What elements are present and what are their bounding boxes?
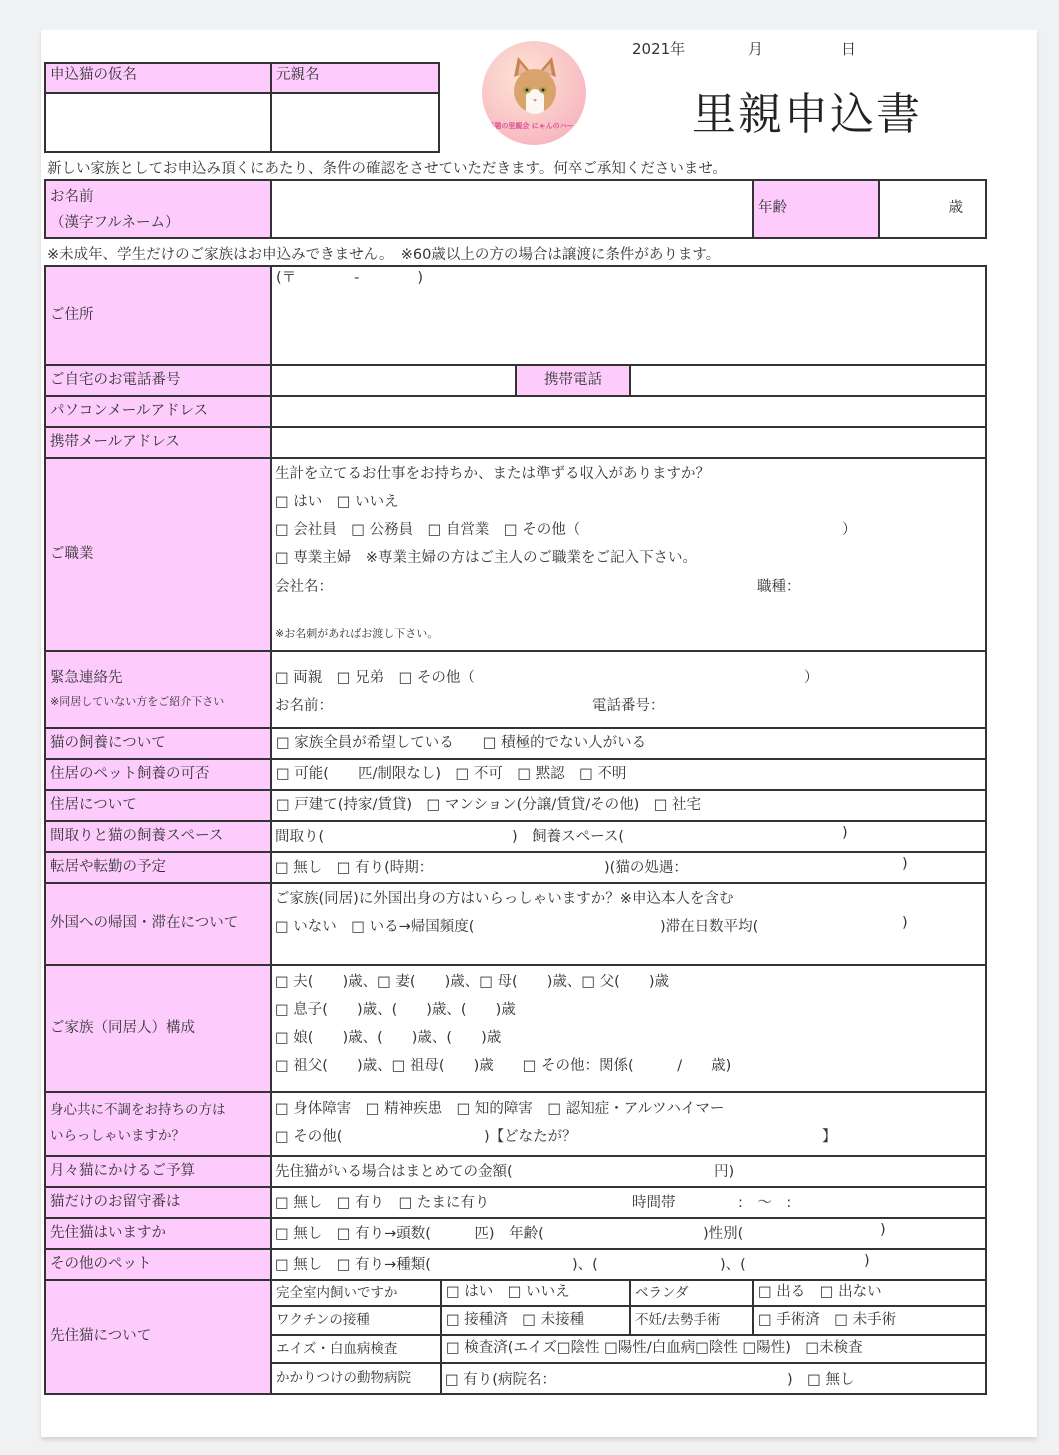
layout-field[interactable] [270,820,987,853]
alone-time-range[interactable]: : ～ : [738,1195,792,1211]
indoor-label: 完全室内飼いですか [270,1279,442,1307]
moving-cat-treatment-label: )(猫の処遇： [604,860,688,876]
alone-checkboxes[interactable]: □ 無し □ 有り □ たまに有り [275,1195,490,1211]
abroad-question: ご家族(同居)に外国出身の方はいらっしゃいますか？※申込本人を含む [275,891,734,907]
name-field[interactable] [270,179,754,239]
abroad-stay-days-label: )滞在日数平均( [660,919,759,935]
mobile-phone-label: 携帯電話 [515,364,631,397]
emergency-label [44,650,272,729]
neuter-checkboxes[interactable]: □ 手術済 □ 未手術 [752,1305,987,1336]
other-pets-sep-2: )、( [720,1257,746,1273]
emergency-phone-label: 電話番号： [592,698,665,714]
age-field[interactable]: 歳 [878,179,987,239]
name-label-line2: （漢字フルネーム） [50,215,180,231]
other-pets-label: その他のペット [44,1248,272,1281]
address-field[interactable] [270,265,987,366]
family-label: ご家族（同居人）構成 [44,964,272,1093]
family-line-4[interactable]: □ 祖父( )歳、□ 祖母( )歳 □ その他：関係( / 歳) [275,1058,732,1074]
cat-name-label: 申込猫の仮名 [44,62,272,94]
postal-code-field: (〒 - ) [276,270,424,286]
keeping-checkboxes[interactable]: □ 家族全員が希望している □ 積極的でない人がいる [270,727,987,760]
cat-face-logo-icon [482,41,586,145]
keeping-space-label: ) 飼養スペース( [512,829,625,845]
vet-yes-checkbox[interactable]: □ 有り(病院名： [445,1372,556,1388]
date-day: 日 [841,40,857,58]
keeping-space-close: ) [842,825,848,841]
date-month: 月 [748,40,764,58]
moving-label: 転居や転勤の予定 [44,851,272,884]
housewife-checkbox[interactable]: □ 専業主婦 ※専業主婦の方はご主人のご職業をご記入下さい。 [275,550,697,566]
health-other-checkbox[interactable]: □ その他( [275,1129,343,1145]
balcony-checkboxes[interactable]: □ 出る □ 出ない [752,1279,987,1307]
resident-cat-sex-label: )性別( [703,1226,744,1242]
moving-checkboxes[interactable]: □ 無し □ 有り(時期： [275,860,434,876]
vet-no-checkbox[interactable]: ) □ 無し [787,1372,855,1388]
balcony-label: ベランダ [629,1279,754,1307]
family-line-1[interactable]: □ 夫( )歳、□ 妻( )歳、□ 母( )歳、□ 父( )歳 [275,974,669,990]
health-label-line1: 身心共に不調をお持ちの方は [50,1102,226,1118]
business-card-note: ※お名刺があればお渡し下さい。 [275,627,439,640]
health-who-label: )【どなたが？ [484,1129,577,1145]
health-who-close: 】 [822,1129,837,1145]
layout-label: 間取りと猫の飼養スペース [44,820,272,853]
emergency-other-close: ） [804,670,819,686]
pc-mail-field[interactable] [270,395,987,428]
company-name-label: 会社名： [275,579,333,595]
budget-label: 月々猫にかけるご予算 [44,1155,272,1188]
note-minors: ※未成年、学生だけのご家族はお申込みできません。 ※60歳以上の方の場合は譲渡に条件があります。 [47,247,721,263]
occupation-label: ご職業 [44,457,272,652]
resident-cat-close: ) [880,1222,886,1238]
health-checkboxes[interactable]: □ 身体障害 □ 精神疾患 □ 知的障害 □ 認知症・アルツハイマー [275,1101,725,1117]
logo-text: 子猫の里親会 にゃんのハート [487,122,581,130]
foster-parent-label: 元親名 [270,62,440,94]
age-label: 年齢 [752,179,880,239]
other-pets-close: ) [864,1253,870,1269]
housing-checkboxes[interactable]: □ 戸建て(持家/賃貸) □ マンション(分譲/賃貸/その他) □ 社宅 [270,789,987,822]
page-title: 里親申込書 [692,89,922,140]
cat-head-icon [510,55,560,117]
occupation-yes-no-checkboxes[interactable]: □ はい □ いいえ [275,494,399,510]
neuter-label: 不妊/去勢手術 [629,1305,754,1336]
emergency-label-title: 緊急連絡先 [50,670,123,686]
budget-text: 先住猫がいる場合はまとめての金額( [275,1164,513,1180]
resident-cat-checkboxes[interactable]: □ 無し □ 有り→頭数( 匹) 年齢( [275,1226,544,1242]
emergency-field[interactable] [270,650,987,729]
health-label-line2: いらっしゃいますか？ [50,1128,185,1144]
housing-label: 住居について [44,789,272,822]
abroad-checkboxes[interactable]: □ いない □ いる→帰国頻度( [275,919,475,935]
foster-parent-field[interactable] [270,92,440,153]
home-phone-label: ご自宅のお電話番号 [44,364,272,397]
other-pets-checkboxes[interactable]: □ 無し □ 有り→種類( [275,1257,431,1273]
home-phone-field[interactable] [270,364,517,397]
other-pets-sep-1: )、( [572,1257,598,1273]
abroad-label: 外国への帰国・滞在について [44,882,272,966]
fiv-test-checkboxes[interactable]: □ 検査済(エイズ□陰性 □陽性/白血病□陰性 □陽性) □未検査 [440,1334,987,1364]
vaccine-checkboxes[interactable]: □ 接種済 □ 未接種 [440,1305,631,1336]
resident-cat-label: 先住猫はいますか [44,1217,272,1250]
emergency-name-label: お名前： [275,698,333,714]
mobile-mail-label: 携帯メールアドレス [44,426,272,459]
vaccine-label: ワクチンの接種 [270,1305,442,1336]
occupation-other-close: ） [842,522,857,538]
occupation-type-checkboxes[interactable]: □ 会社員 □ 公務員 □ 自営業 □ その他（ [275,522,581,538]
moving-close: ) [902,856,908,872]
floor-plan-label: 間取り( [275,829,325,845]
mobile-mail-field[interactable] [270,426,987,459]
indoor-checkboxes[interactable]: □ はい □ いいえ [440,1279,631,1307]
family-line-3[interactable]: □ 娘( )歳、( )歳、( )歳 [275,1030,502,1046]
date-year: 2021年 [632,40,686,58]
intro-text: 新しい家族としてお申込み頂くにあたり、条件の確認をさせていただきます。何卒ご承知くださいませ。 [47,161,727,177]
resident-cat-details-label: 先住猫について [44,1279,272,1395]
mobile-phone-field[interactable] [629,364,987,397]
keeping-label: 猫の飼養について [44,727,272,760]
pc-mail-label: パソコンメールアドレス [44,395,272,428]
abroad-close: ) [902,915,908,931]
name-label [44,179,272,239]
cat-name-field[interactable] [44,92,272,153]
pet-allowed-label: 住居のペット飼養の可否 [44,758,272,791]
alone-time-label: 時間帯 [632,1195,676,1211]
address-label: ご住所 [44,265,272,366]
family-line-2[interactable]: □ 息子( )歳、( )歳、( )歳 [275,1002,516,1018]
health-label [44,1091,272,1157]
emergency-relation-checkboxes[interactable]: □ 両親 □ 兄弟 □ その他（ [275,670,475,686]
job-type-label: 職種： [757,579,801,595]
emergency-sublabel: ※同居していない方をご紹介下さい [50,695,225,709]
occupation-question: 生計を立てるお仕事をお持ちか、または準ずる収入がありますか？ [275,466,710,482]
pet-allowed-checkboxes[interactable]: □ 可能( 匹/制限なし) □ 不可 □ 黙認 □ 不明 [270,758,987,791]
vet-label: かかりつけの動物病院 [270,1362,442,1395]
budget-yen-unit: 円) [714,1164,735,1180]
alone-label: 猫だけのお留守番は [44,1186,272,1219]
name-label-line1: お名前 [50,189,94,205]
fiv-test-label: エイズ・白血病検査 [270,1334,442,1364]
